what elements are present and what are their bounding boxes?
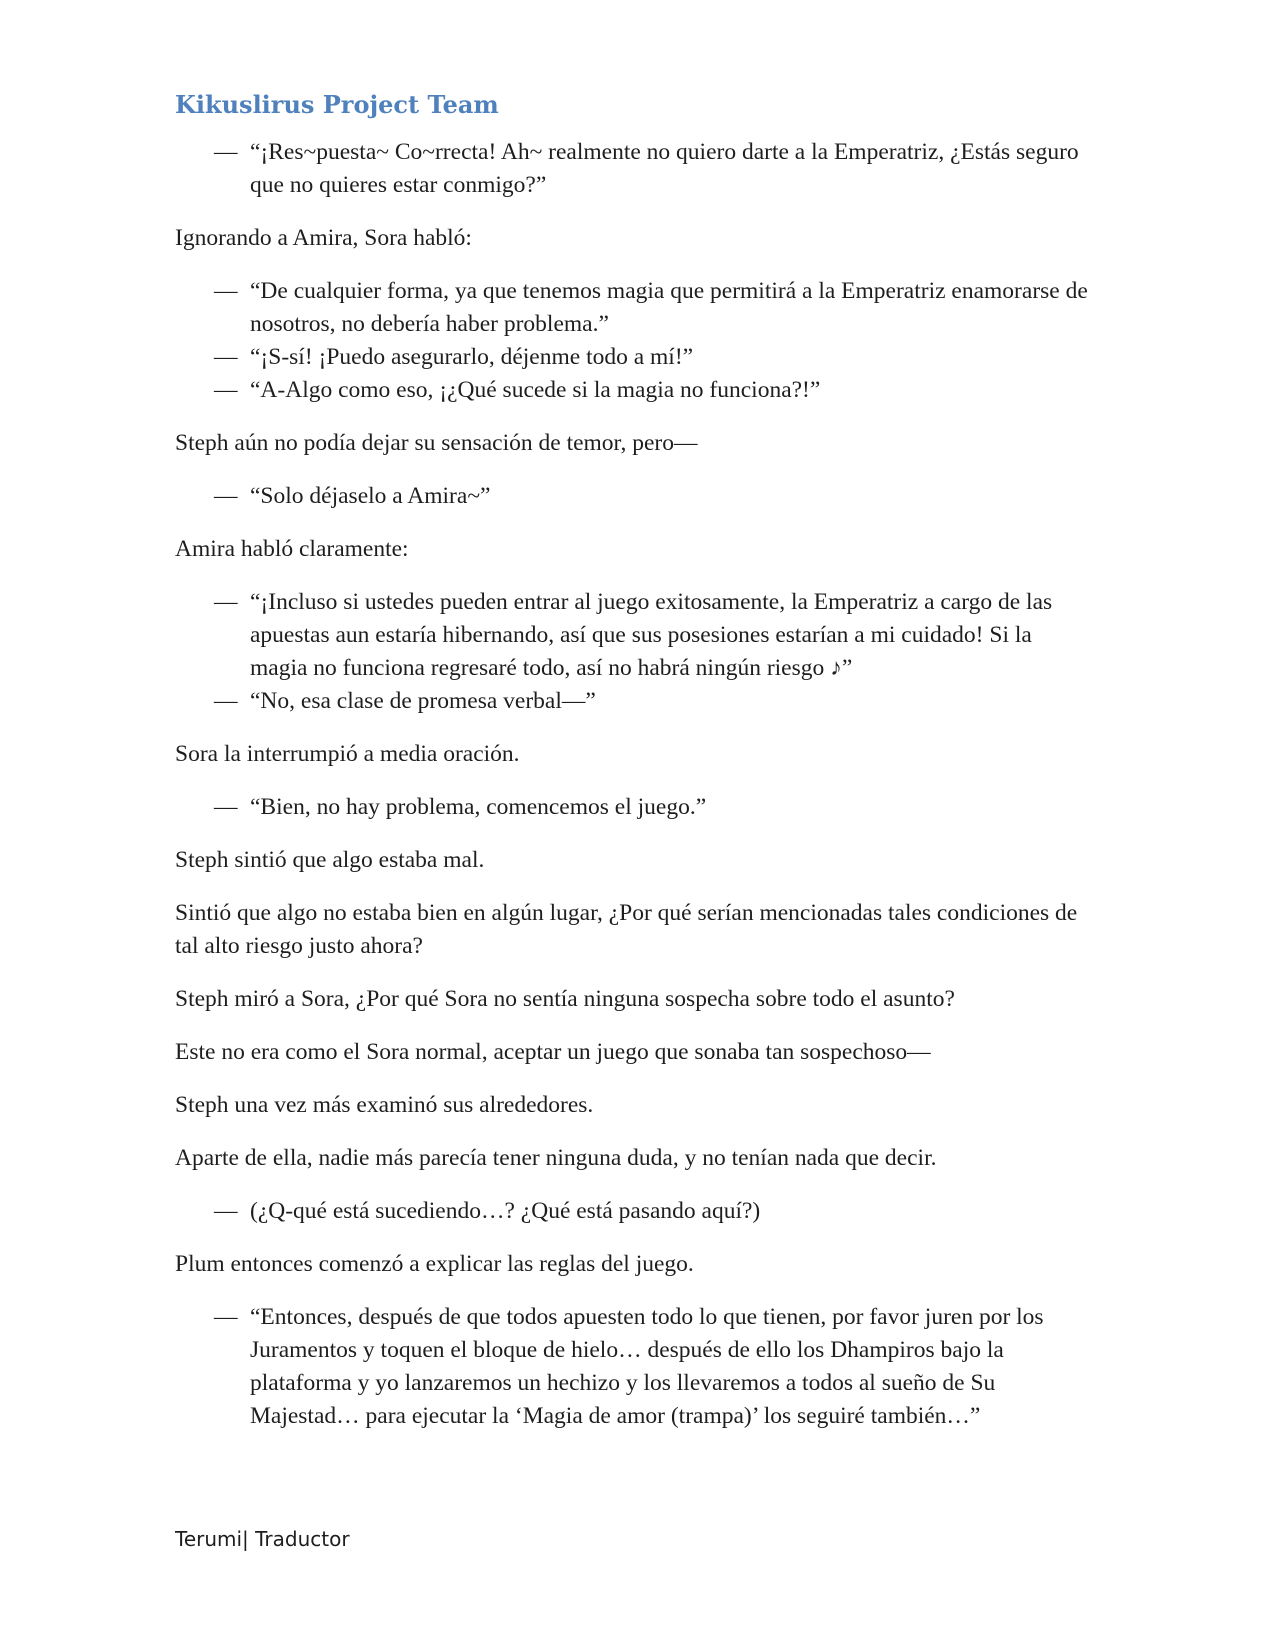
paragraph: Aparte de ella, nadie más parecía tener ninguna duda, y no tenían nada que decir.: [175, 1145, 937, 1171]
dialogue-line: [175, 685, 1095, 718]
dialogue-list: [175, 136, 1095, 202]
dialogue-line: [175, 791, 1095, 824]
dialogue-list: [175, 275, 1095, 407]
dialogue-line: [175, 1301, 1095, 1433]
dialogue-line: [175, 275, 1095, 341]
dialogue-text: “Bien, no hay problema, comencemos el juego.”: [250, 794, 707, 820]
dialogue-list: [175, 1301, 1095, 1433]
dialogue-list: [175, 791, 1095, 824]
dialogue-text: “¡Res~puesta~ Co~rrecta! Ah~ realmente no quiero darte a la Emperatriz, ¿Estás seguro que no quieres estar conmigo?”: [250, 139, 1079, 198]
dash-bullet: —: [214, 139, 238, 165]
paragraph: Amira habló claramente:: [175, 536, 409, 562]
dialogue-line: [175, 480, 1095, 513]
paragraph: Sora la interrumpió a media oración.: [175, 741, 520, 767]
dialogue-line: [175, 341, 1095, 374]
dialogue-text: (¿Q-qué está sucediendo…? ¿Qué está pasando aquí?): [250, 1198, 761, 1224]
dash-bullet: —: [214, 377, 238, 403]
dialogue-line: [175, 136, 1095, 202]
dialogue-text: “Entonces, después de que todos apuesten todo lo que tienen, por favor juren por los Juramentos y toquen el bloque de hielo… después de ello los Dhampiros bajo la plataforma y yo lanzaremos un hechizo y los llevaremos a todos al sueño de Su Majestad… para ejecutar la ‘Magia de amor (trampa)’ los seguiré también…”: [250, 1304, 1044, 1429]
dash-bullet: —: [214, 483, 238, 509]
paragraph: Plum entonces comenzó a explicar las reglas del juego.: [175, 1251, 694, 1277]
dialogue-text: “Solo déjaselo a Amira~”: [250, 483, 491, 509]
dash-bullet: —: [214, 1304, 238, 1330]
dialogue-text: “No, esa clase de promesa verbal—”: [250, 688, 596, 714]
dialogue-text: “¡Incluso si ustedes pueden entrar al juego exitosamente, la Emperatriz a cargo de las apuestas aun estaría hibernando, así que sus posesiones estarían a mi cuidado! Si la magia no funciona regresaré todo, así no habrá ningún riesgo ♪”: [250, 589, 1053, 681]
header-title: Kikuslirus Project Team: [175, 90, 499, 119]
dash-bullet: —: [214, 1198, 238, 1224]
dash-bullet: —: [214, 278, 238, 304]
dash-bullet: —: [214, 344, 238, 370]
dialogue-list: [175, 480, 1095, 513]
dash-bullet: —: [214, 688, 238, 714]
dash-bullet: —: [214, 794, 238, 820]
dialogue-text: “De cualquier forma, ya que tenemos magia que permitirá a la Emperatriz enamorarse de nosotros, no debería haber problema.”: [250, 278, 1088, 337]
paragraph: Sintió que algo no estaba bien en algún lugar, ¿Por qué serían mencionadas tales condiciones de tal alto riesgo justo ahora?: [175, 900, 1078, 959]
dialogue-line: [175, 374, 1095, 407]
dash-bullet: —: [214, 589, 238, 615]
paragraph: Steph una vez más examinó sus alrededores.: [175, 1092, 594, 1118]
document-body: [175, 88, 1095, 1453]
dialogue-list: [175, 586, 1095, 718]
dialogue-text: “A-Algo como eso, ¡¿Qué sucede si la magia no funciona?!”: [250, 377, 821, 403]
dialogue-line: [175, 586, 1095, 685]
footer-text: Terumi| Traductor: [175, 1527, 350, 1551]
paragraph: Steph sintió que algo estaba mal.: [175, 847, 485, 873]
paragraph: Steph miró a Sora, ¿Por qué Sora no sentía ninguna sospecha sobre todo el asunto?: [175, 986, 955, 1012]
dialogue-line: [175, 1195, 1095, 1228]
paragraph: Steph aún no podía dejar su sensación de temor, pero—: [175, 430, 698, 456]
dialogue-list: [175, 1195, 1095, 1228]
paragraph: Ignorando a Amira, Sora habló:: [175, 225, 472, 251]
paragraph: Este no era como el Sora normal, aceptar un juego que sonaba tan sospechoso—: [175, 1039, 931, 1065]
dialogue-text: “¡S-sí! ¡Puedo asegurarlo, déjenme todo a mí!”: [250, 344, 694, 370]
